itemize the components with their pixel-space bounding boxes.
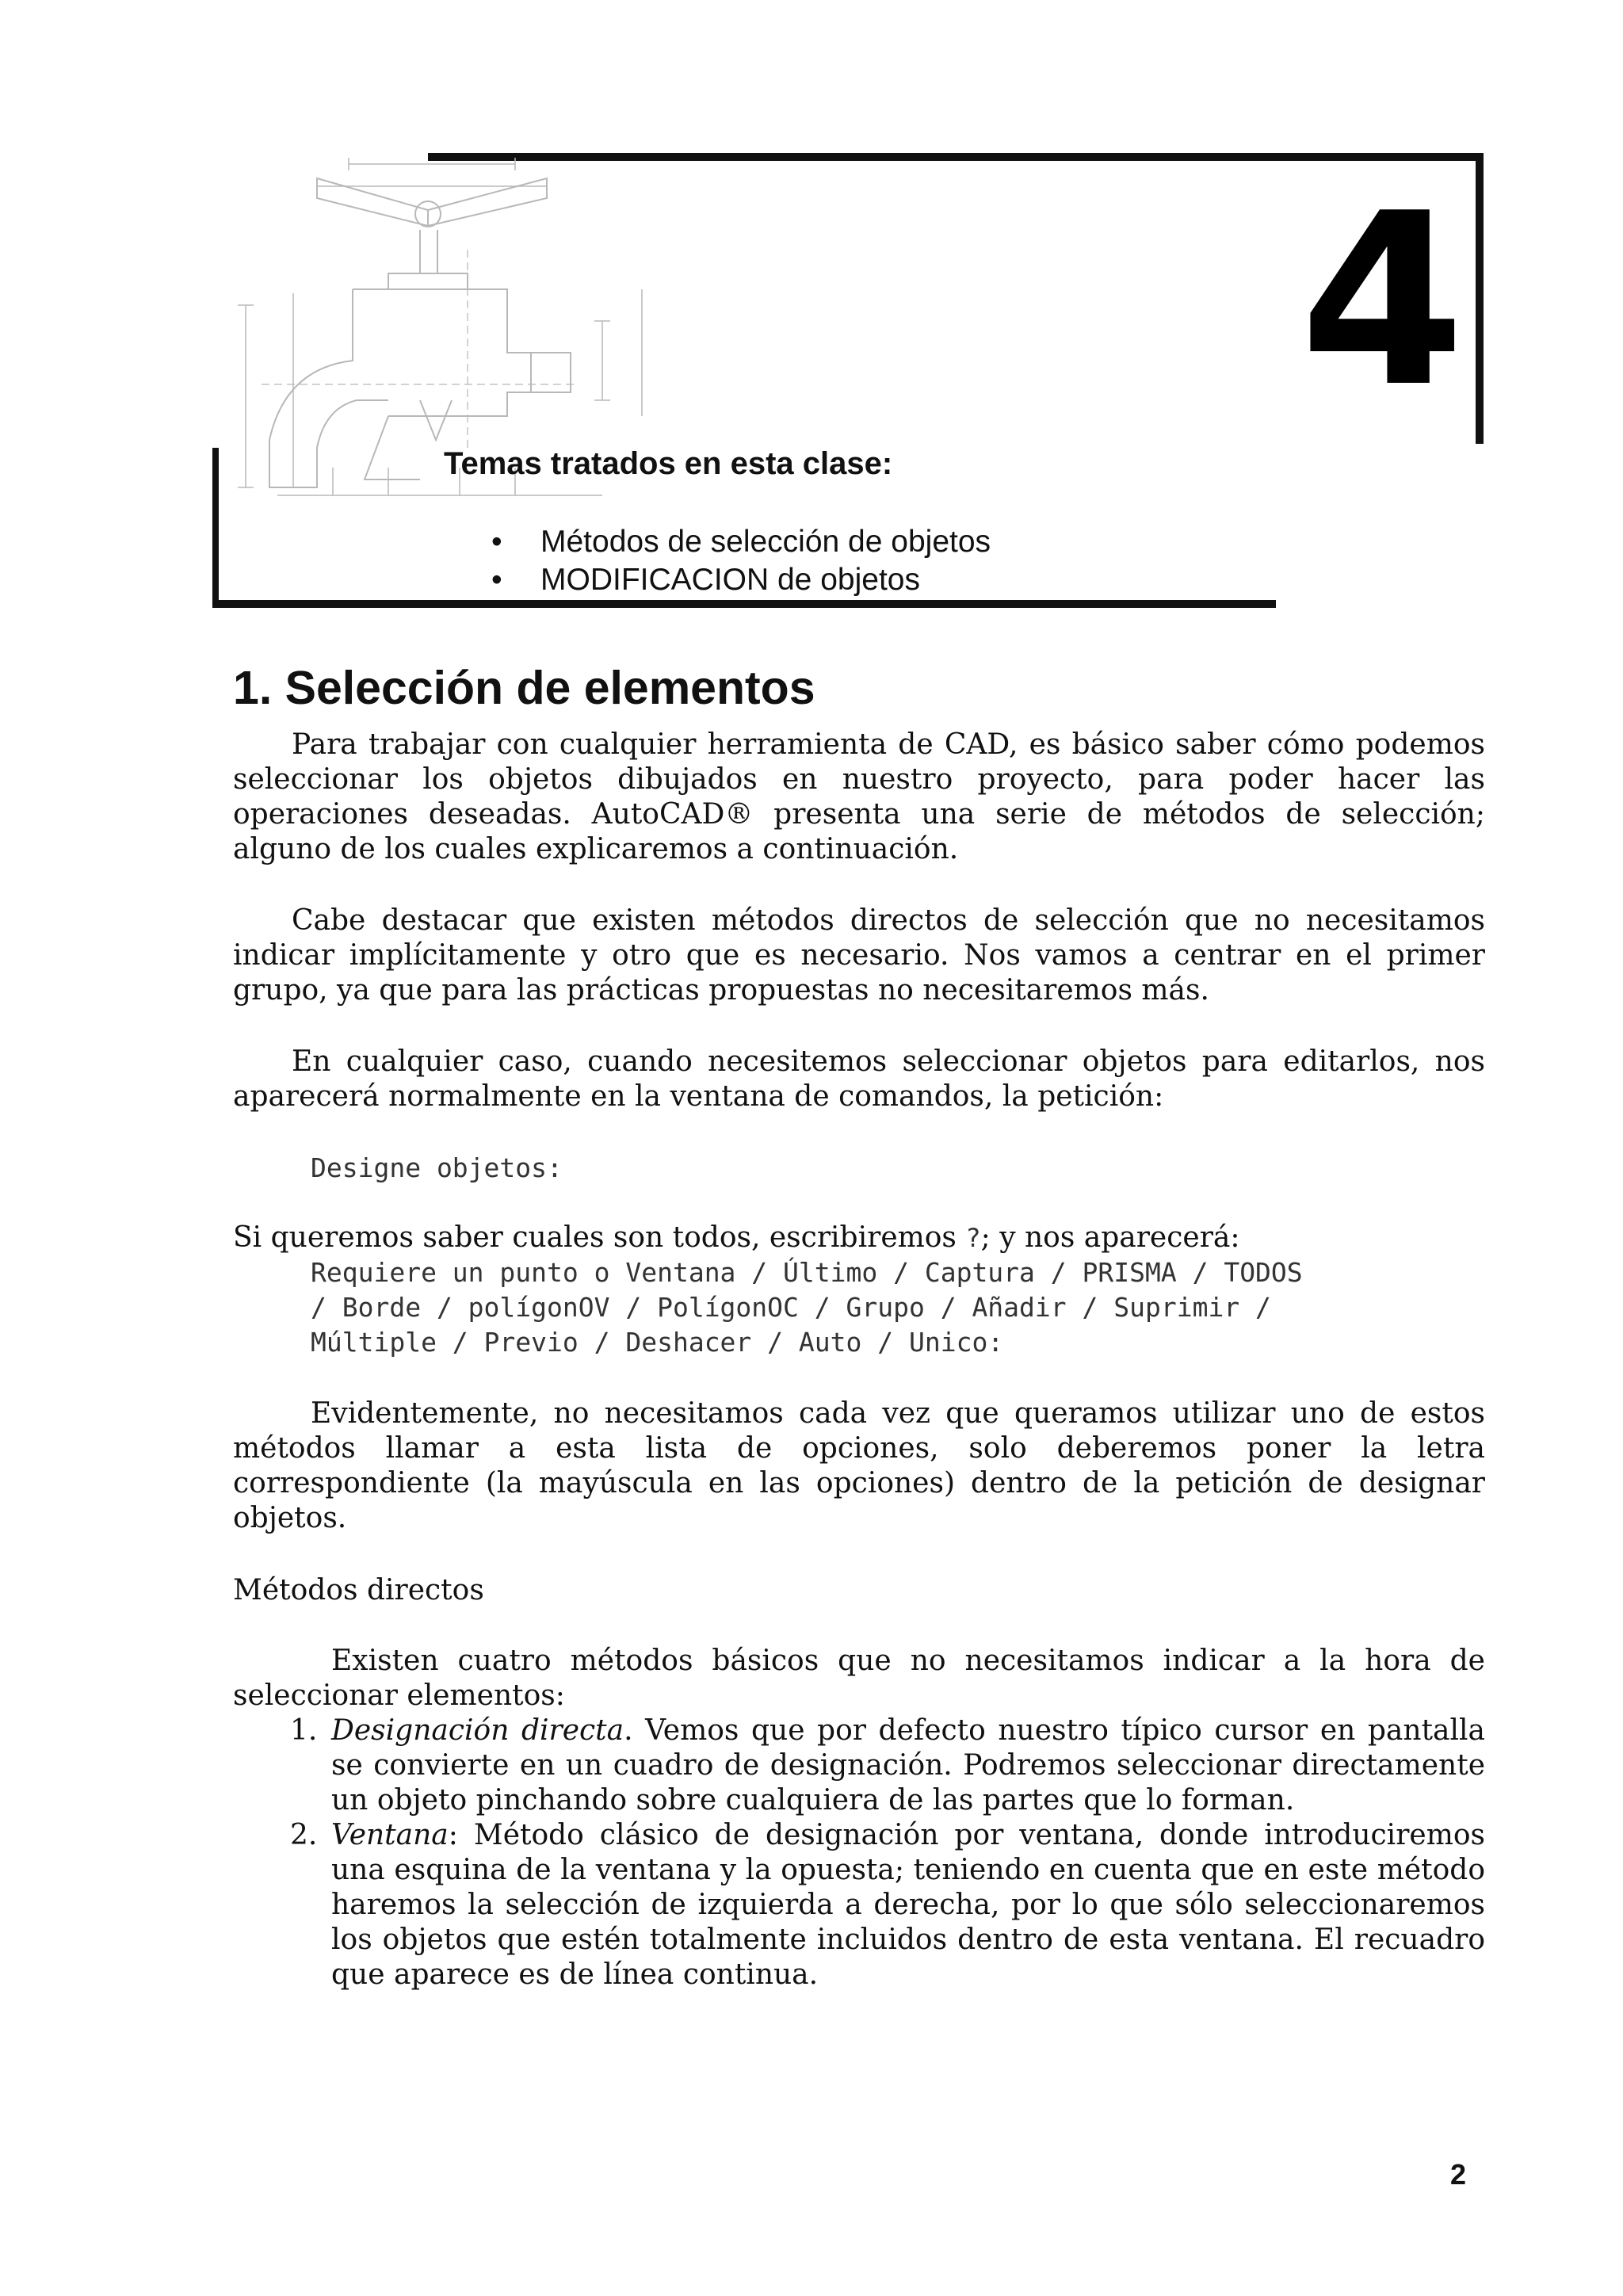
topic-text: Métodos de selección de objetos <box>540 525 991 559</box>
header-frame-right <box>1476 153 1484 444</box>
subheading-direct-methods: Métodos directos <box>233 1574 484 1606</box>
command-prompt: Designe objetos: <box>311 1152 563 1183</box>
paragraph-four-methods: Existen cuatro métodos básicos que no necesitamos indicar a la hora de seleccionar elementos: <box>233 1645 1485 1712</box>
chapter-number: 4 <box>1300 162 1465 439</box>
bullet-icon: • <box>491 563 502 597</box>
paragraph-direct-methods: Cabe destacar que existen métodos directos de selección que no necesitamos indicar implícitamente y otro que es necesario. Nos vamos a centrar en el primer grupo, ya que para las prácticas propuestas no necesitaremos más. <box>233 904 1485 1007</box>
list-number: 1. <box>290 1714 318 1747</box>
paragraph-prompt-intro: En cualquier caso, cuando necesitemos seleccionar objetos para editarlos, nos aparecerá normalmente en la ventana de comandos, la petición: <box>233 1045 1485 1113</box>
paragraph-evidently: Evidentemente, no necesitamos cada vez que queramos utilizar uno de estos métodos llamar a esta lista de opciones, solo deberemos poner la letra correspondiente (la mayúscula en las opciones) dentro de la petición de designar objetos. <box>233 1397 1485 1534</box>
topics-list <box>485 523 991 599</box>
list-item <box>290 1818 1485 1992</box>
methods-list <box>290 1713 1485 1992</box>
term-separator: : <box>448 1819 458 1851</box>
topic-text: MODIFICACION de objetos <box>540 563 920 597</box>
options-line-3: Múltiple / Previo / Deshacer / Auto / Unico: <box>311 1327 1004 1358</box>
header-frame-left <box>212 448 219 606</box>
paragraph-options-intro <box>233 1221 1485 1255</box>
options-line-2: / Borde / polígonOV / PolígonOC / Grupo / Añadir / Suprimir / <box>311 1292 1271 1323</box>
section-title: 1. Selección de elementos <box>233 662 815 714</box>
list-number: 2. <box>290 1819 318 1851</box>
page-number: 2 <box>1450 2158 1467 2191</box>
topics-heading: Temas tratados en esta clase: <box>444 446 893 481</box>
method-term: Ventana <box>331 1819 449 1851</box>
header-frame-bottom <box>212 600 1276 608</box>
topic-item <box>485 561 991 599</box>
method-description: Método clásico de designación por ventana, donde introduciremos una esquina de la ventana y la opuesta; teniendo en cuenta que en este método haremos la selección de izquierda a derecha, por lo que sólo seleccionaremos los objetos que estén totalmente incluidos dentro de esta ventana. El recuadro que aparece es de línea continua. <box>331 1819 1485 1991</box>
list-item <box>290 1713 1485 1818</box>
options-intro-text-b: ; y nos aparecerá: <box>980 1221 1240 1254</box>
options-intro-text-a: Si queremos saber cuales son todos, escribiremos <box>233 1221 966 1254</box>
method-term: Designación directa <box>331 1714 624 1747</box>
topic-item <box>485 523 991 561</box>
method-description: Vemos que por defecto nuestro típico cursor en pantalla se convierte en un cuadro de designación. Podremos seleccionar directamente un objeto pinchando sobre cualquiera de las partes que lo forman. <box>331 1714 1485 1817</box>
term-separator: . <box>624 1714 633 1747</box>
question-code: ? <box>965 1223 981 1253</box>
options-line-1: Requiere un punto o Ventana / Último / Captura / PRISMA / TODOS <box>311 1257 1303 1288</box>
bullet-icon: • <box>491 525 502 559</box>
paragraph-intro: Para trabajar con cualquier herramienta de CAD, es básico saber cómo podemos seleccionar los objetos dibujados en nuestro proyecto, para poder hacer las operaciones deseadas. AutoCAD® presenta una serie de métodos de selección; alguno de los cuales explicaremos a continuación. <box>233 728 1485 865</box>
